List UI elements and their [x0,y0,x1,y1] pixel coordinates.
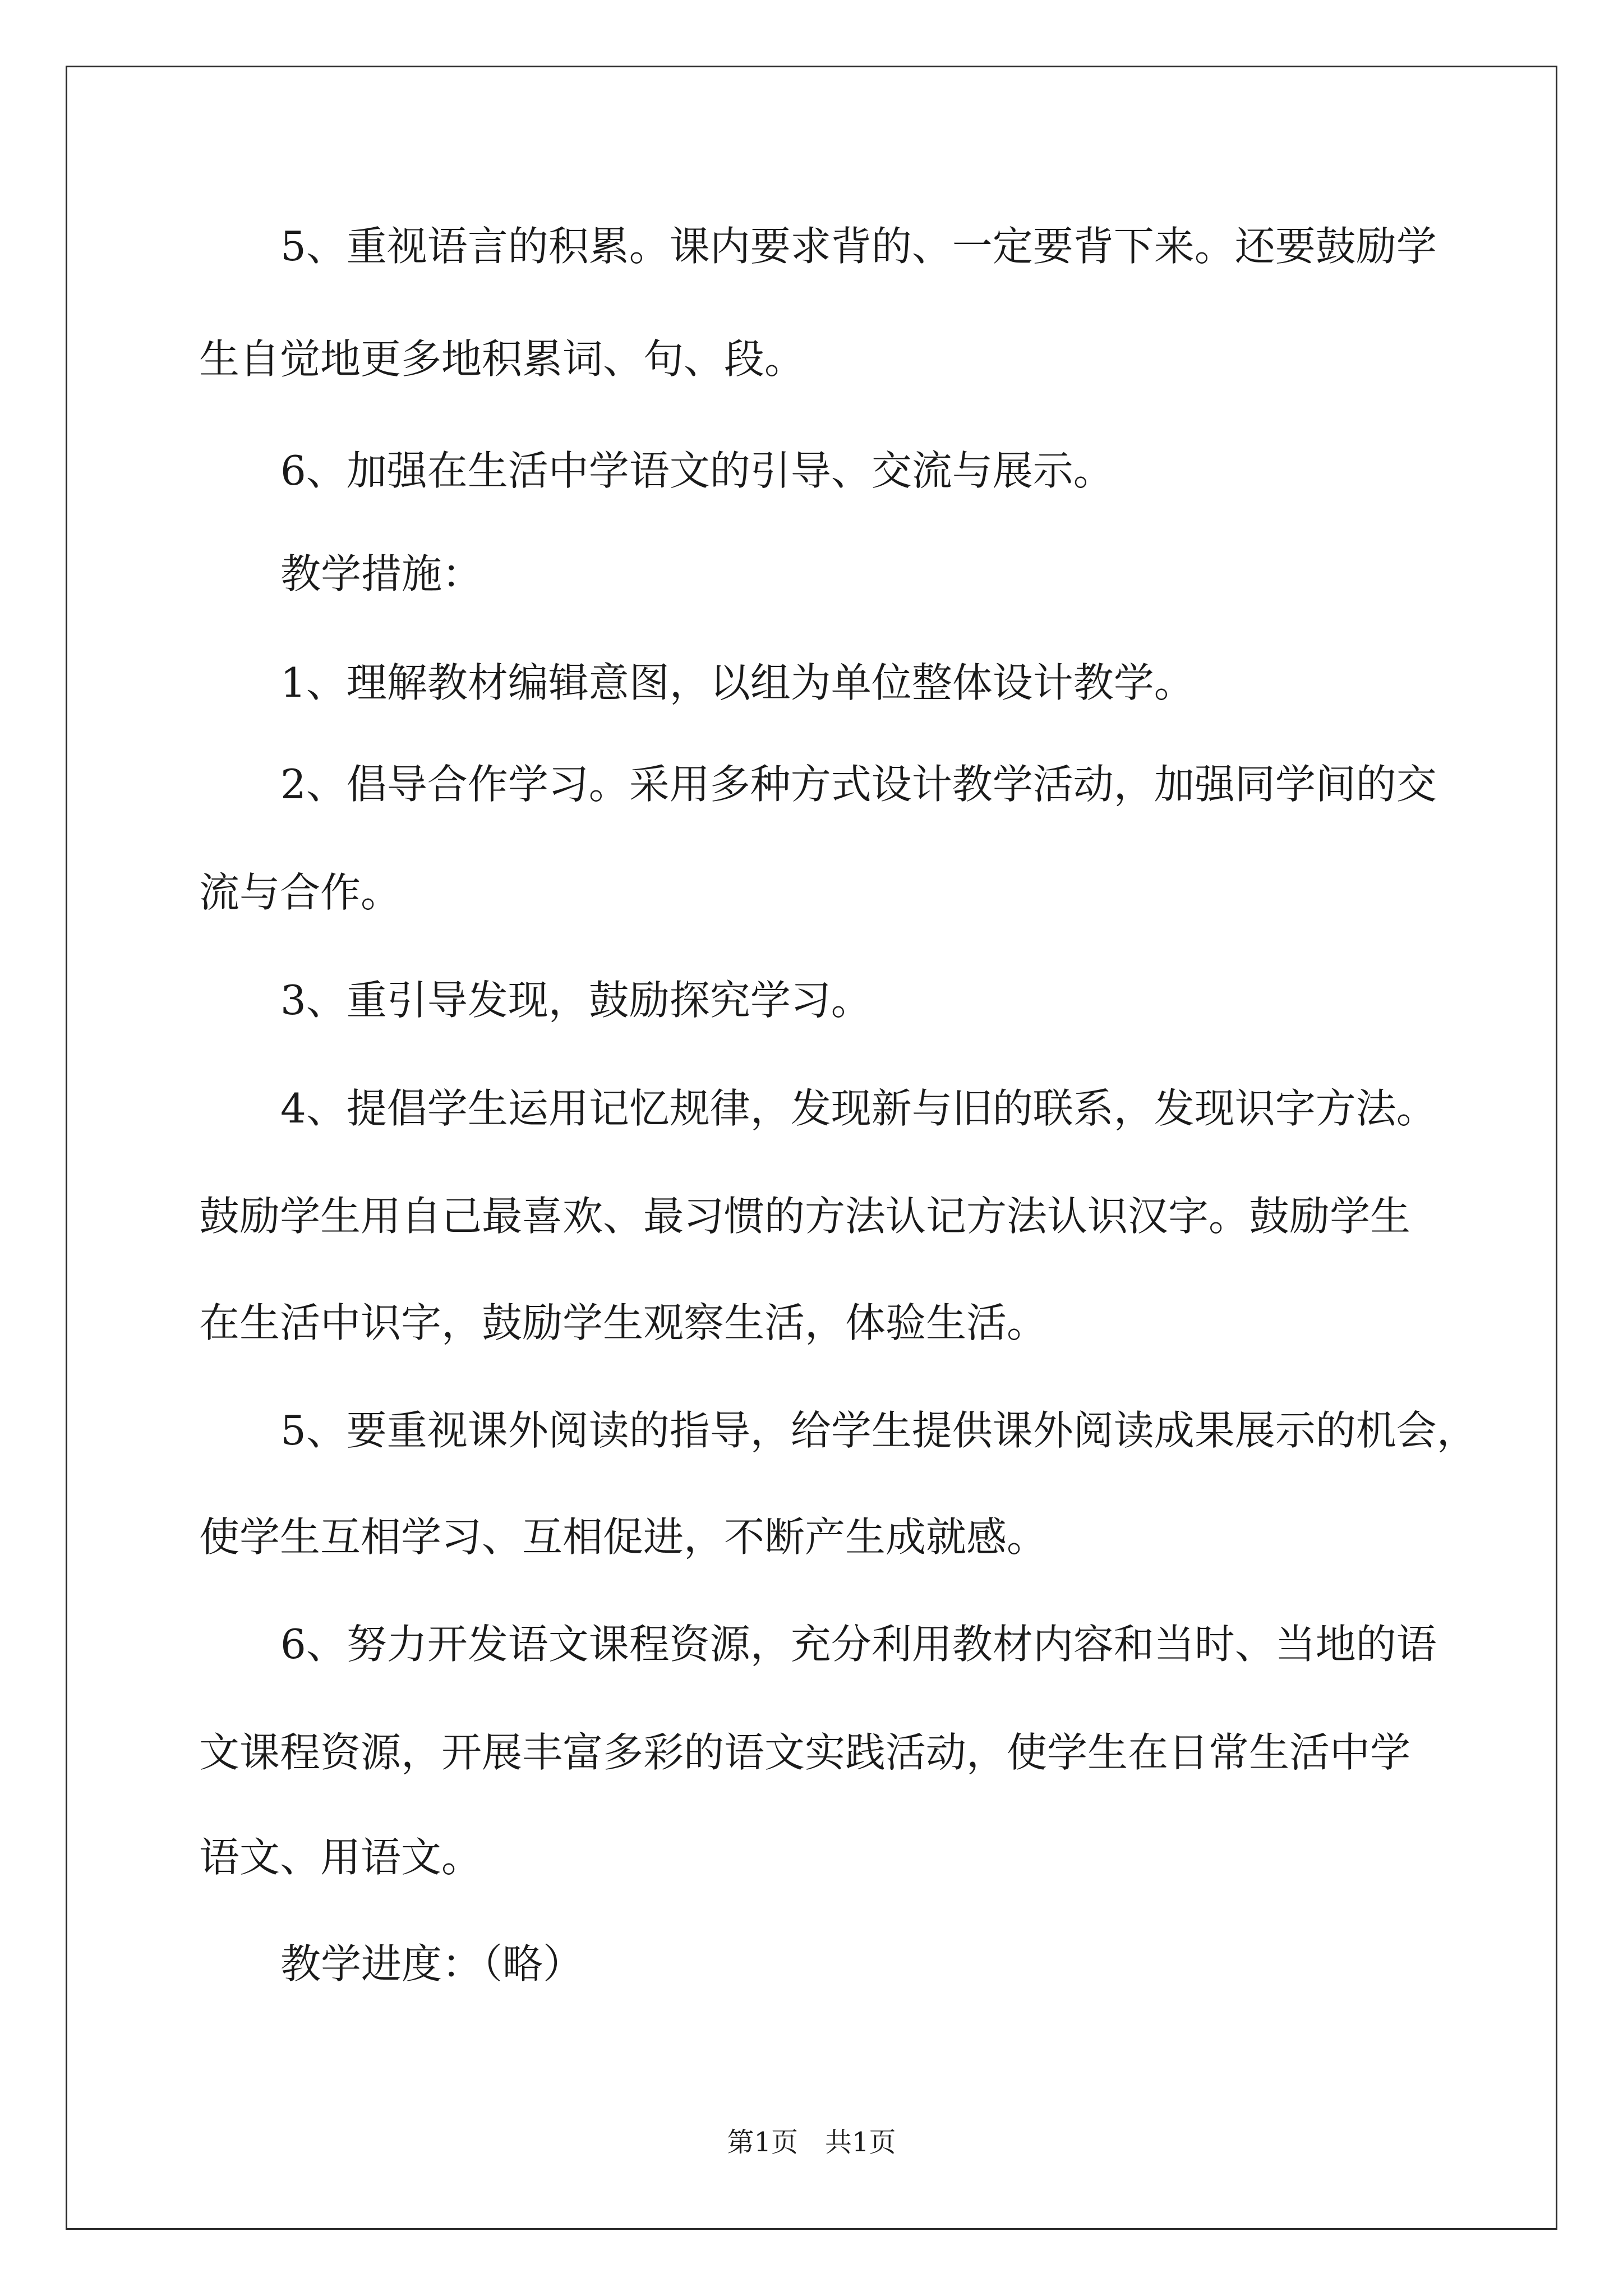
text-line: 文课程资源，开展丰富多彩的语文实践活动，使学生在日常生活中学 [199,1729,1411,1776]
page-border [66,66,1557,2230]
text-line: 生自觉地更多地积累词、句、段。 [199,335,805,383]
text-line: 6、努力开发语文课程资源，充分利用教材内容和当时、当地的语 [280,1621,1437,1668]
page-number-footer: 第1页 共1页 [727,2127,896,2158]
text-line: 4、提倡学生运用记忆规律，发现新与旧的联系，发现识字方法。 [280,1085,1437,1132]
text-line: 鼓励学生用自己最喜欢、最习惯的方法认记方法认识汉字。鼓励学生 [199,1193,1411,1240]
text-line: 语文、用语文。 [199,1834,482,1881]
text-line: 在生活中识字，鼓励学生观察生活，体验生活。 [199,1299,1048,1346]
section-heading: 教学进度：（略） [280,1940,584,1987]
text-line: 3、重引导发现，鼓励探究学习。 [280,977,872,1024]
text-line: 使学生互相学习、互相促进，不断产生成就感。 [199,1513,1048,1561]
text-line: 1、理解教材编辑意图，以组为单位整体设计教学。 [280,659,1195,706]
section-heading: 教学措施： [280,550,483,597]
text-line: 5、重视语言的积累。课内要求背的、一定要背下来。还要鼓励学 [280,223,1437,270]
text-line: 5、要重视课外阅读的指导，给学生提供课外阅读成果展示的机会， [280,1407,1477,1454]
text-line: 2、倡导合作学习。采用多种方式设计教学活动，加强同学间的交 [280,761,1437,808]
text-line: 流与合作。 [199,869,402,916]
text-line: 6、加强在生活中学语文的引导、交流与展示。 [280,447,1114,494]
